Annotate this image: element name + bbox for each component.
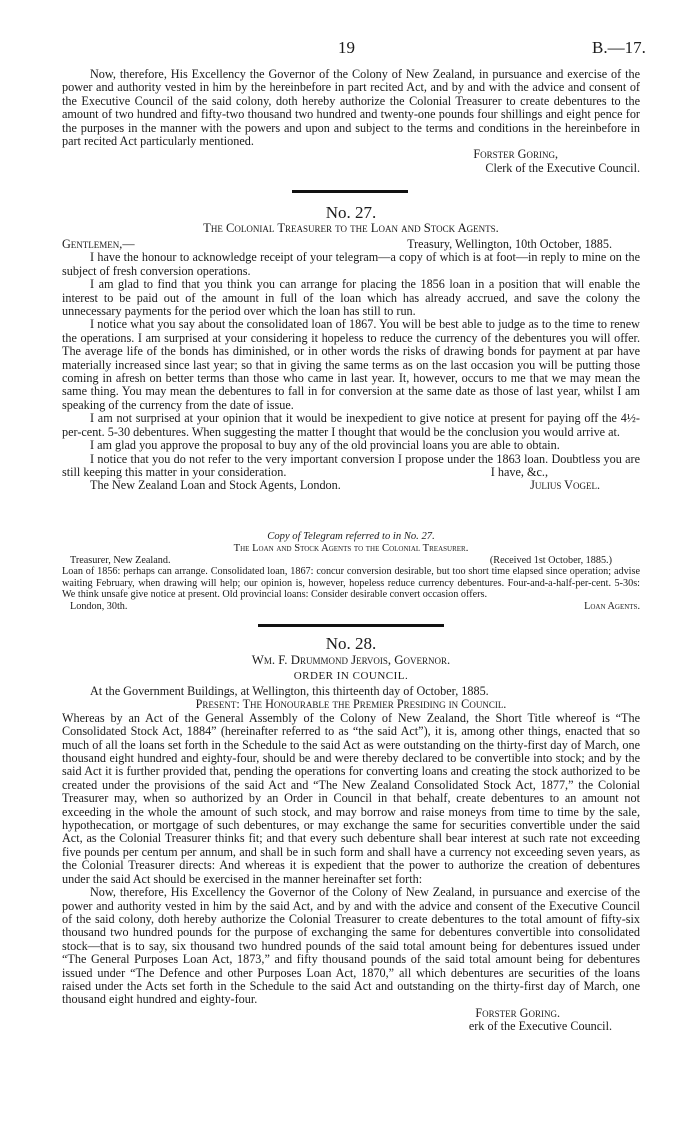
no27-addressee: The New Zealand Loan and Stock Agents, London. bbox=[90, 478, 341, 493]
telegram-subheading: The Loan and Stock Agents to the Colonial Treasurer. bbox=[233, 543, 469, 554]
no28-number: No. 28. bbox=[325, 634, 377, 653]
no27-paragraph: I am not surprised at your opinion that it would be inexpedient to give notice at present for paying off the 4½-per-cent. 5-30 debentures. When suggesting the matter I thought that would be the conclusion you would arrive at. bbox=[62, 411, 640, 439]
no28-order bbox=[62, 685, 640, 1034]
telegram-received: (Received 1st October, 1885.) bbox=[489, 555, 612, 566]
no27-paragraph: I have the honour to acknowledge receipt of your telegram—a copy of which is at foot—in reply to mine on the subject of fresh conversion operations. bbox=[62, 250, 640, 278]
document-reference: B.—17. bbox=[592, 38, 646, 57]
no27-letter bbox=[62, 238, 640, 493]
no28-order-heading: ORDER IN COUNCIL. bbox=[293, 670, 409, 682]
telegram-sign: Loan Agents. bbox=[584, 600, 640, 612]
no27-paragraph: I am glad to find that you think you can arrange for placing the 1856 loan in a position that will enable the interest to be paid out of the amount in full of the loan which has already accrued, and save the colony the unnecessary payments for the period over which the loan has still to run. bbox=[62, 277, 640, 319]
telegram-body: Loan of 1856: perhaps can arrange. Consolidated loan, 1867: concur conversion desirable, but too short time elapsed since operation; advise waiting February, when drawing will help; our opinion is, however, hopeless reduce currency debentures. Four-and-a-half-per-cent. 5-30s: We think unsafe give notice at present. Old provincial loans: Consider desirable convert occasion offers. bbox=[62, 566, 640, 601]
no27-paragraph: I am glad you approve the proposal to buy any of the old provincial loans you are able to obtain. bbox=[90, 438, 560, 453]
telegram-place: London, 30th. bbox=[70, 600, 128, 612]
no27-salutation: Gentlemen,— bbox=[62, 237, 135, 251]
no27-paragraph: I notice that you do not refer to the very important conversion I propose under the 1863 loan. Doubtless you are still keeping this matter in your consideration. bbox=[62, 451, 640, 479]
no28-whereas: Whereas by an Act of the General Assembly of the Colony of New Zealand, the Short Title whereof is “The Consolidated Stock Act, 1884” (hereinafter referred to as “the said Act”), it is, among other things, enacted that so much of all the loans set forth in the Schedule to the said Act as were outstanding on the thirty-first day of March, one thousand eight hundred and eighty-four, should be and were thereby declared to be convertible into stock; and by the said Act it is further provided that, pending the operations for converting loans and creating the stock authorized to be created under the provisions of the said Act and “The New Zealand Consolidated Stock Act, 1877,” the Colonial Treasurer may, when so authorized by an Order in Council in that behalf, create debentures to an amount not exceeding in the whole the amount of such stock, and may borrow and raise moneys from time to time by the sale, hypothecation, or mortgage of such debentures, or may exchange the same for securities convertible under the said Act, as the Colonial Treasurer thinks fit; and that every such debenture shall bear interest at such rate not exceeding five pounds per centum per annum, and shall be in such form and shall have a currency not exceeding seven years, as the Colonial Treasurer directs: And whereas it is expedient that the power to authorize the creation of debentures under the said Act should be exercised in the manner hereinafter set forth: bbox=[62, 710, 640, 886]
telegram-to: Treasurer, New Zealand. bbox=[70, 555, 171, 566]
telegram-heading: Copy of Telegram referred to in No. 27. bbox=[267, 531, 435, 542]
no27-signature: Julius Vogel. bbox=[530, 478, 600, 493]
no27-heading-line bbox=[62, 238, 640, 251]
no27-dateline: Treasury, Wellington, 10th October, 1885. bbox=[407, 237, 612, 251]
section-divider-2 bbox=[258, 624, 444, 627]
section-divider-1 bbox=[292, 190, 408, 193]
telegram-sign-line bbox=[62, 601, 640, 612]
no28-signature-title: erk of the Executive Council. bbox=[468, 1019, 612, 1034]
telegram-block bbox=[62, 530, 640, 612]
no28-signature-name: Forster Goring. bbox=[475, 1005, 560, 1020]
no28-place-line: At the Government Buildings, at Wellington, this thirteenth day of October, 1885. bbox=[90, 684, 489, 698]
no27-title: The Colonial Treasurer to the Loan and Stock Agents. bbox=[203, 221, 499, 235]
page-number: 19 bbox=[338, 38, 355, 57]
top-signature-name: Forster Goring, bbox=[473, 147, 558, 162]
top-signature-title: Clerk of the Executive Council. bbox=[485, 160, 640, 175]
top-paragraph: Now, therefore, His Excellency the Governor of the Colony of New Zealand, in pursuance and exercise of the power and authority vested in him by the hereinbefore in part recited Act, and by and with the advice and consent of the Executive Council of the said colony, doth hereby authorize the Colonial Treasurer to create debentures to the amount of two hundred and fifty-two thousand two hundred and twenty-one pounds four shillings and eight pence for the purposes in the manner with the powers and upon and subject to the terms and conditions in the hereinbefore in part recited Act particularly mentioned. bbox=[62, 67, 640, 149]
no28-governor: Wm. F. Drummond Jervois, Governor. bbox=[251, 653, 451, 667]
telegram-to-line bbox=[62, 555, 640, 566]
no27-sign-line bbox=[62, 479, 640, 492]
no27-number: No. 27. bbox=[325, 203, 377, 222]
no28-now-therefore: Now, therefore, His Excellency the Governor of the Colony of New Zealand, in pursuance and exercise of the power and authority vested in him by the said Act, and by and with the advice and consent of the Executive Council of the said colony, doth hereby authorize the Colonial Treasurer to create debentures to the total amount of fifty-six thousand two hundred pounds for the purpose of exchanging the same for debentures convertible into consolidated stock—that is to say, six thousand two hundred pounds of the said total amount being for debentures issued under “The General Purposes Loan Act, 1873,” and fifty thousand pounds of the said total amount being for debentures issued under “The Defence and other Purposes Loan Act, 1870,” all which debentures are securities of the loans raised under the Acts set forth in the Schedule to the said Act and outstanding on the thirty-first day of March, one thousand eight hundred and eighty-four. bbox=[62, 885, 640, 1007]
no28-present-line: Present: The Honourable the Premier Presiding in Council. bbox=[195, 697, 507, 712]
no27-closing: I have, &c., bbox=[490, 464, 548, 479]
top-section bbox=[62, 68, 640, 175]
no27-paragraph: I notice what you say about the consolidated loan of 1867. You will be best able to judge as to the time to renew the operations. I am surprised at your considering it hopeless to reduce the currency of the debentures you will offer. The average life of the bonds has diminished, or in other words the risks of drawing bonds for payment at par have materially increased since last year; so that in giving the same terms as on the last occasion you will be putting those coming in afresh on better terms than those who came in last year. It, however, occurs to me that we may mean the same thing. You may mean the debentures to fall in for conversion at the same date as those of last year, whilst I am speaking of the currency from the date of issue. bbox=[62, 317, 640, 412]
